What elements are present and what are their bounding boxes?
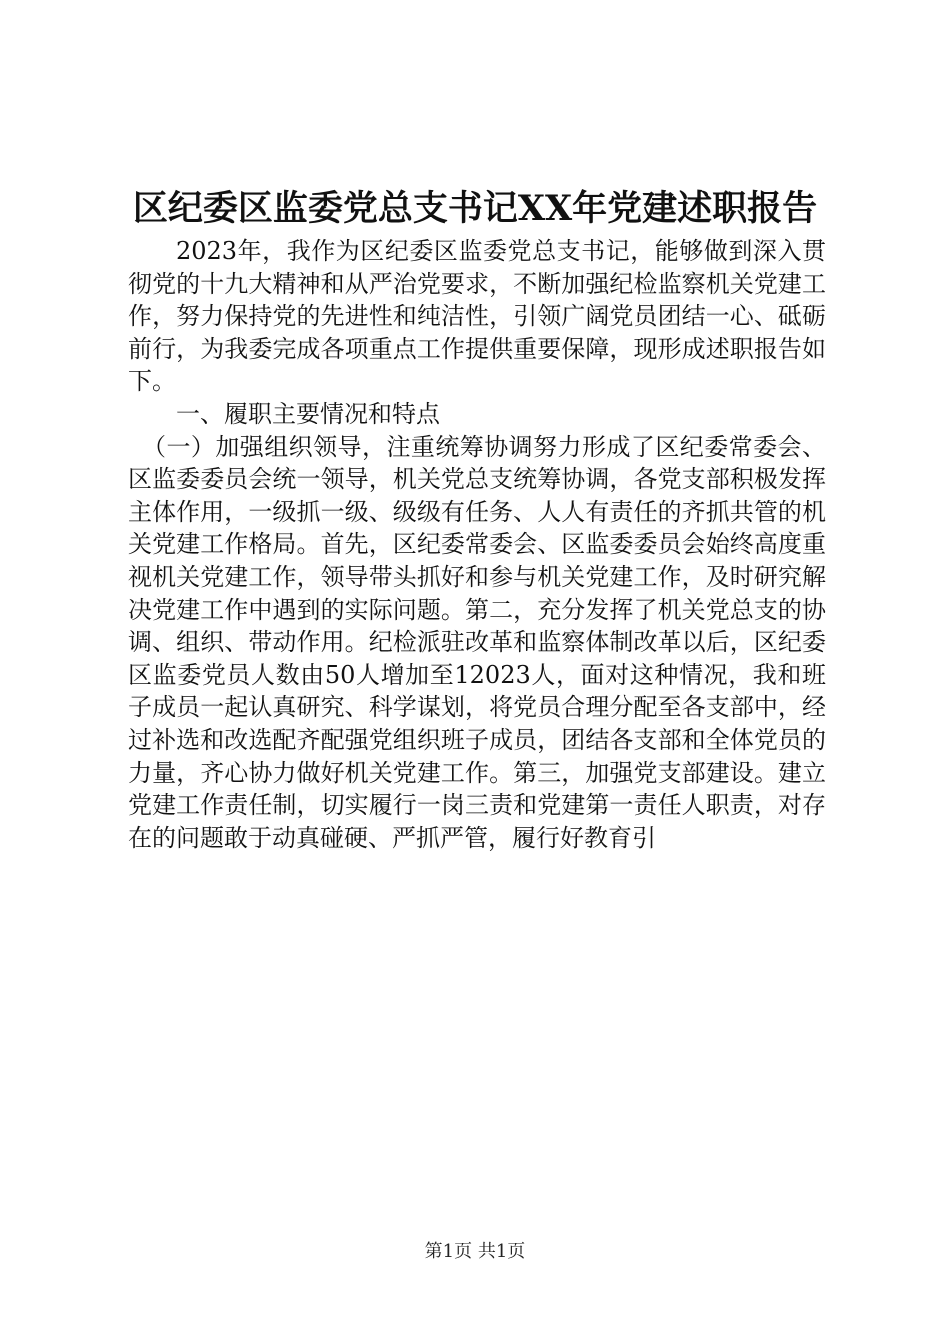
document-body bbox=[128, 235, 826, 854]
document-title: 区纪委区监委党总支书记XX年党建述职报告 bbox=[132, 188, 818, 229]
page-footer bbox=[0, 1240, 950, 1264]
page-indicator: 第1页 共1页 bbox=[424, 1241, 526, 1262]
intro-paragraph: 2023年，我作为区纪委区监委党总支书记，能够做到深入贯彻党的十九大精神和从严治党要求，不断加强纪检监察机关党建工作，努力保持党的先进性和纯洁性，引领广阔党员团结一心、砥砺前行，为我委完成各项重点工作提供重要保障，现形成述职报告如下。 bbox=[128, 237, 826, 396]
section-heading: 一、履职主要情况和特点 bbox=[176, 399, 440, 428]
section-one-paragraph: （一）加强组织领导，注重统筹协调努力形成了区纪委常委会、区监委委员会统一领导，机关党总支统筹协调，各党支部积极发挥主体作用，一级抓一级、级级有任务、人人有责任的齐抓共管的机关党建工作格局。首先，区纪委常委会、区监委委员会始终高度重视机关党建工作，领导带头抓好和参与机关党建工作，及时研究解决党建工作中遇到的实际问题。第二，充分发挥了机关党总支的协调、组织、带动作用。纪检派驻改革和监察体制改革以后，区纪委区监委党员人数由50人增加至12023人，面对这种情况，我和班子成员一起认真研究、科学谋划，将党员合理分配至各支部中，经过补选和改选配齐配强党组织班子成员，团结各支部和全体党员的力量，齐心协力做好机关党建工作。第三，加强党支部建设。建立党建工作责任制，切实履行一岗三责和党建第一责任人职责，对存在的问题敢于动真碰硬、严抓严管，履行好教育引 bbox=[128, 432, 826, 852]
